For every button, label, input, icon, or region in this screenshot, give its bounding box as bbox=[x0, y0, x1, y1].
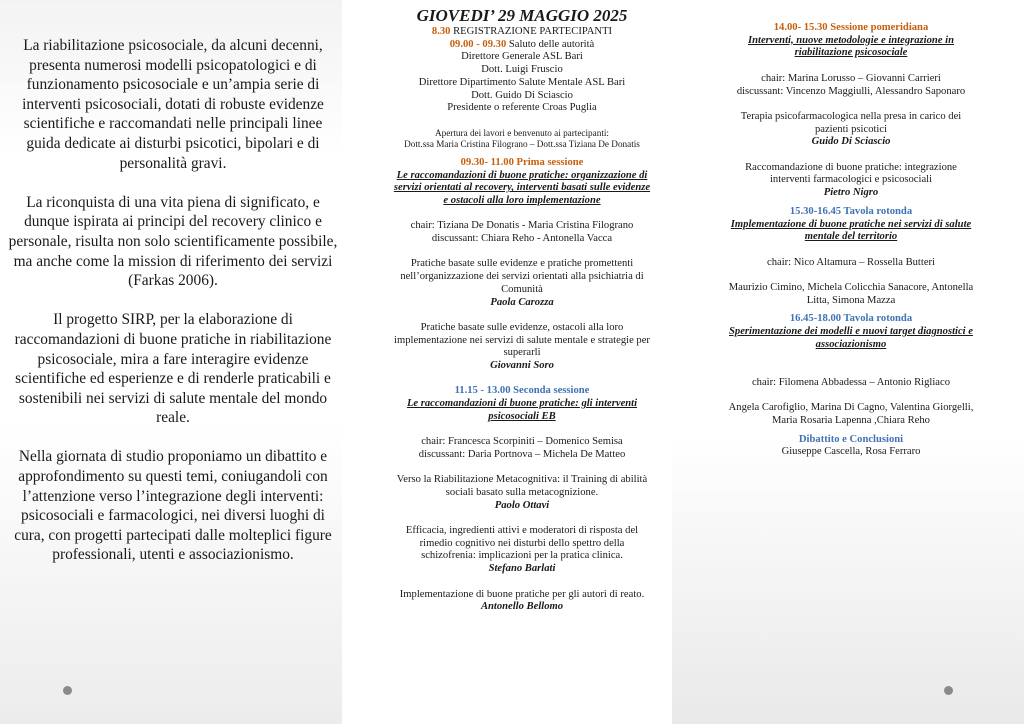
roundtable1-title-line: Implementazione di buone pratiche nei servizi di salute bbox=[730, 218, 972, 230]
roundtable2-title-line: Sperimentazione dei modelli e nuovi target diagnostici e bbox=[729, 326, 973, 338]
afternoon-talk2-title-line: Raccomandazione di buone pratiche: integrazione bbox=[745, 161, 957, 173]
talk5-title-line: Implementazione di buone pratiche per gli autori di reato. bbox=[399, 588, 645, 600]
roundtable1-heading: 15.30-16.45 Tavola rotonda bbox=[789, 205, 913, 217]
roundtable1-title bbox=[696, 219, 1006, 244]
greetings-line bbox=[352, 39, 692, 52]
afternoon-talk1-title-line: Terapia psicofarmacologica nella presa in carico dei bbox=[740, 110, 962, 122]
talk2-title-line: Pratiche basate sulle evidenze, ostacoli alla loro bbox=[420, 321, 624, 333]
talk2-speaker: Giovanni Soro bbox=[490, 360, 554, 371]
closing-names: Giuseppe Cascella, Rosa Ferraro bbox=[781, 446, 921, 458]
roundtable2-panel-line: Maria Rosaria Lapenna ,Chiara Reho bbox=[772, 414, 930, 426]
afternoon-talk1-title-line: pazienti psicotici bbox=[814, 123, 888, 135]
roundtable2-heading: 16.45-18.00 Tavola rotonda bbox=[789, 313, 913, 325]
talk2-title-line: superarli bbox=[503, 347, 541, 359]
session1-title-line: servizi orientati al recovery, interventi basati sulle evidenze bbox=[393, 182, 651, 194]
left-panel bbox=[0, 0, 342, 724]
registration-time: 8.30 bbox=[431, 26, 451, 37]
roundtable1-title-line: mentale del territorio bbox=[804, 231, 898, 243]
afternoon-title-line: riabilitazione psicosociale bbox=[794, 47, 908, 59]
morning-program bbox=[352, 6, 692, 614]
talk1-speaker: Paola Carozza bbox=[490, 296, 554, 308]
session2-chairs-line: chair: Francesca Scorpiniti – Domenico Semisa bbox=[421, 436, 623, 448]
talk3-title bbox=[352, 474, 692, 499]
opening-note-line: Apertura dei lavori e benvenuto ai partecipanti: bbox=[435, 127, 609, 138]
session2-chairs bbox=[352, 436, 692, 461]
afternoon-program bbox=[696, 22, 1006, 459]
roundtable2-title-line: associazionismo bbox=[815, 338, 887, 350]
roundtable1-chairs bbox=[696, 257, 1006, 270]
talk5-speaker: Antonello Bellomo bbox=[480, 601, 564, 613]
session1-chairs-line: chair: Tiziana De Donatis - Maria Cristina Filograno bbox=[410, 220, 634, 232]
talk1-title-line: Pratiche basate sulle evidenze e pratiche promettenti bbox=[410, 258, 634, 270]
afternoon-talk2-title-line: interventi farmacologici e psicosociali bbox=[769, 174, 933, 186]
talk3-title-line: sociali basato sulla metacognizione. bbox=[445, 486, 599, 498]
registration-line bbox=[352, 26, 692, 39]
roundtable1-chairs-line: chair: Nico Altamura – Rossella Butteri bbox=[767, 256, 935, 268]
roundtable2-title bbox=[696, 326, 1006, 351]
afternoon-chairs-line: chair: Marina Lorusso – Giovanni Carrieri bbox=[761, 72, 941, 84]
afternoon-heading: 14.00- 15.30 Sessione pomeridiana bbox=[773, 22, 929, 33]
talk3-speaker: Paolo Ottavi bbox=[494, 499, 550, 511]
authorities-list-line: Presidente o referente Croas Puglia bbox=[447, 102, 597, 114]
afternoon-talk2-title bbox=[696, 162, 1006, 187]
talk1-title-line: Comunità bbox=[501, 283, 543, 295]
session1-title-line: Le raccomandazioni di buone pratiche: organizzazione di bbox=[396, 169, 648, 181]
session1-title bbox=[352, 170, 692, 208]
registration-label: REGISTRAZIONE PARTECIPANTI bbox=[453, 26, 613, 37]
authorities-list-line: Dott. Luigi Fruscio bbox=[481, 64, 563, 76]
roundtable2-panel-line: Angela Carofiglio, Marina Di Cagno, Valentina Giorgelli, bbox=[728, 402, 974, 414]
intro-text bbox=[8, 36, 338, 585]
talk5-title bbox=[352, 589, 692, 602]
authorities-list-line: Dott. Guido Di Sciascio bbox=[471, 89, 573, 101]
session2-heading: 11.15 - 13.00 Seconda sessione bbox=[454, 385, 590, 397]
session1-chairs-line: discussant: Chiara Reho - Antonella Vacca bbox=[431, 233, 613, 244]
session1-chairs bbox=[352, 220, 692, 245]
afternoon-talk1-speaker: Guido Di Sciascio bbox=[811, 136, 891, 148]
afternoon-talk1-title bbox=[696, 111, 1006, 136]
intro-paragraph-2: La riconquista di una vita piena di significato, e dunque ispirata ai principi del recovery clinico e personale, risulta non solo scientificamente possibile, ma anche come la mission di riferimento dei servizi (Farkas 2006). bbox=[8, 193, 338, 290]
afternoon-chairs bbox=[696, 73, 1006, 98]
talk4-speaker: Stefano Barlati bbox=[488, 563, 556, 575]
roundtable2-panel bbox=[696, 402, 1006, 427]
session2-chairs-line: discussant: Daria Portnova – Michela De Matteo bbox=[418, 448, 626, 460]
session2-title bbox=[352, 398, 692, 423]
event-date: GIOVEDI’ 29 MAGGIO 2025 bbox=[416, 6, 628, 25]
roundtable1-panel-line: Litta, Simona Mazza bbox=[806, 294, 896, 306]
afternoon-title-line: Interventi, nuove metodologie e integrazione in bbox=[748, 34, 954, 46]
session1-heading: 09.30- 11.00 Prima sessione bbox=[460, 156, 584, 168]
roundtable2-chairs-line: chair: Filomena Abbadessa – Antonio Rigliaco bbox=[751, 376, 950, 388]
talk2-title bbox=[352, 322, 692, 360]
afternoon-talk2-speaker: Pietro Nigro bbox=[823, 187, 879, 199]
authorities-list-line: Direttore Dipartimento Salute Mentale ASL Bari bbox=[418, 76, 626, 88]
talk3-title-line: Verso la Riabilitazione Metacognitiva: il Training di abilità bbox=[396, 474, 648, 486]
afternoon-title bbox=[696, 35, 1006, 60]
talk1-title bbox=[352, 258, 692, 296]
talk4-title-line: Efficacia, ingredienti attivi e moderatori di risposta del bbox=[405, 525, 639, 537]
session2-title-line: Le raccomandazioni di buone pratiche: gli interventi bbox=[406, 398, 638, 410]
opening-note-line: Dott.ssa Maria Cristina Filograno – Dott.ssa Tiziana De Donatis bbox=[404, 139, 640, 150]
intro-paragraph-4: Nella giornata di studio proponiamo un dibattito e approfondimento su questi temi, coniugandoli con l’attenzione verso l’integrazione degli interventi: psicosociali e farmacologici, nei diversi luoghi di cura, con progetti partecipati dalle molteplici figure professionali, utenti e associazionismo. bbox=[14, 448, 332, 564]
session2-title-line: psicosociali EB bbox=[488, 410, 556, 422]
greetings-label: Saluto delle autorità bbox=[508, 38, 595, 50]
session1-title-line: e ostacoli alla loro implementazione bbox=[443, 194, 601, 206]
greetings-time: 09.00 - 09.30 bbox=[449, 38, 507, 50]
intro-paragraph-3: Il progetto SIRP, per la elaborazione di raccomandazioni di buone pratiche in riabilitazione psicosociale, mira a fare interagire evidenze scientifiche ed esperienze e di renderle praticabili e sostenibili nei servizi di salute mentale del mondo reale. bbox=[14, 311, 332, 427]
roundtable2-chairs bbox=[696, 377, 1006, 390]
authorities-list bbox=[352, 51, 692, 115]
afternoon-chairs-line: discussant: Vincenzo Maggiulli, Alessandro Saponaro bbox=[736, 85, 966, 97]
closing-heading: Dibattito e Conclusioni bbox=[798, 433, 904, 445]
talk2-title-line: implementazione nei servizi di salute mentale e strategie per bbox=[394, 334, 650, 346]
bullet-dot-right bbox=[944, 686, 953, 695]
authorities-list-line: Direttore Generale ASL Bari bbox=[461, 51, 583, 63]
talk4-title-line: schizofrenia: implicazioni per la pratica clinica. bbox=[421, 550, 623, 562]
bullet-dot-left bbox=[63, 686, 72, 695]
intro-paragraph-1: La riabilitazione psicosociale, da alcuni decenni, presenta numerosi modelli psicopatologici e di funzionamento psicosociale e un’ampia serie di interventi psicosociali, dotati di robuste evidenze scientifiche e raccomandati nelle principali linee guida dedicate ai disturbi psicotici, bipolari e di personalità gravi. bbox=[22, 37, 324, 172]
roundtable1-panel bbox=[696, 282, 1006, 307]
roundtable1-panel-line: Maurizio Cimino, Michela Colicchia Sanacore, Antonella bbox=[728, 281, 974, 293]
talk1-title-line: nell’organizzazione dei servizi orientati alla psichiatria di bbox=[400, 271, 644, 283]
opening-note bbox=[352, 128, 692, 151]
talk4-title-line: rimedio cognitivo nei disturbi dello spettro della bbox=[419, 537, 625, 549]
talk4-title bbox=[352, 525, 692, 563]
